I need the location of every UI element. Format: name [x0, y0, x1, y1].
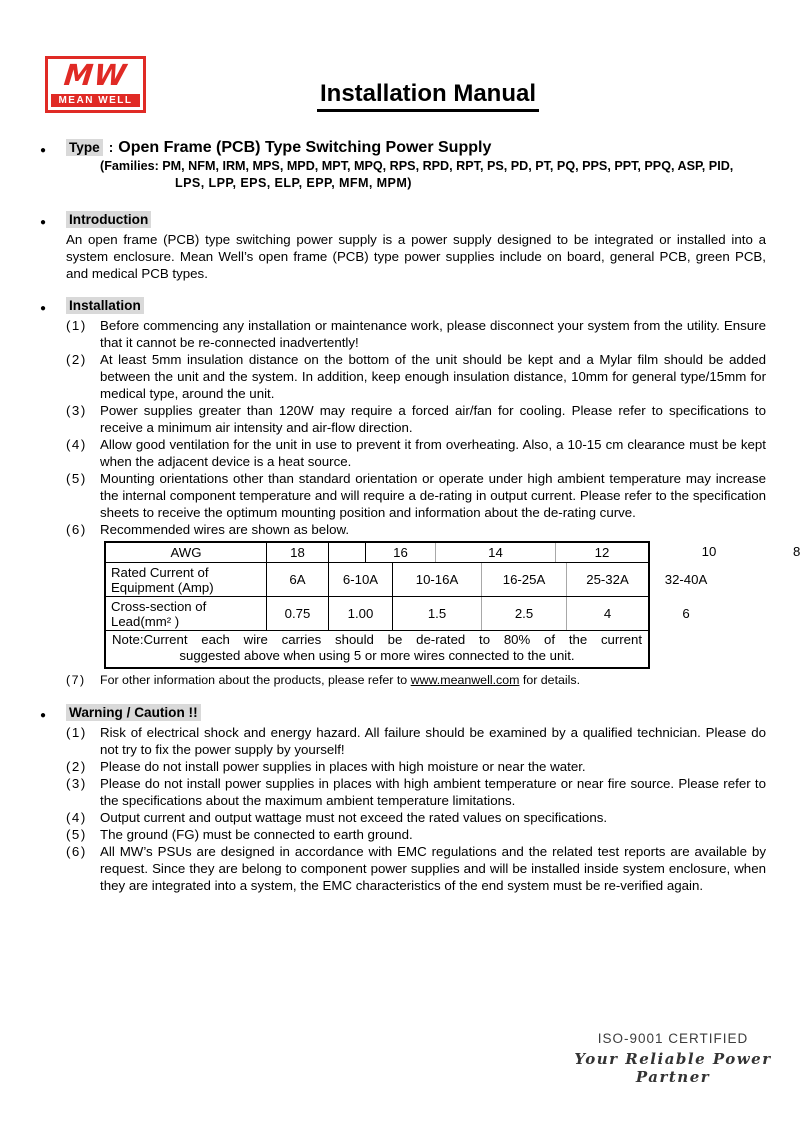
cross-section-cell: 0.75 — [267, 597, 329, 630]
warning-item-2 — [40, 758, 766, 775]
item-number: (3) — [66, 776, 87, 791]
warning-heading-label: Warning / Caution !! — [66, 704, 201, 721]
bullet-icon: ● — [40, 303, 47, 314]
rated-current-cell: 25-32A — [586, 572, 629, 587]
wire-table-border-box — [104, 541, 650, 669]
families-line-1: (Families: PM, NFM, IRM, MPS, MPD, MPT, MPQ, RPS, RPD, RPT, PS, PD, PT, PQ, PPS, PPT, PPQ, ASP, PID, — [100, 159, 734, 173]
cross-section-cell: 2.5 — [482, 597, 567, 630]
item-text: The ground (FG) must be connected to earth ground. — [100, 827, 413, 842]
rated-current-cell: 10-16A — [393, 563, 482, 596]
item-number: (2) — [66, 352, 87, 367]
warning-heading — [40, 704, 766, 721]
installation-heading — [40, 297, 766, 314]
installation-item-2 — [40, 351, 766, 402]
installation-item-6 — [40, 521, 766, 538]
type-section-heading — [40, 139, 766, 156]
introduction-heading — [40, 211, 766, 228]
table-row — [106, 543, 648, 563]
type-title: Open Frame (PCB) Type Switching Power Supply — [118, 139, 492, 156]
item-text: Recommended wires are shown as below. — [100, 522, 350, 537]
meanwell-website-link[interactable]: www.meanwell.com — [410, 673, 520, 687]
type-colon: : — [108, 140, 114, 155]
bullet-icon: ● — [40, 710, 47, 721]
bullet-icon: ● — [40, 145, 47, 156]
item-number: (6) — [66, 844, 87, 859]
item-text: At least 5mm insulation distance on the bottom of the unit should be kept and a Mylar film should be added between the unit and the system. In addition, keep enough insulation distance, 10mm for general type/15mm for medical type, around the unit. — [100, 352, 766, 401]
awg-size-cell: 18 — [267, 543, 329, 562]
table-note-line-2: suggested above when using 5 or more wires connected to the unit. — [179, 648, 575, 663]
item-number: (4) — [66, 437, 87, 452]
awg-size-cell: 14 — [436, 543, 556, 562]
item-text: Risk of electrical shock and energy hazard. All failure should be examined by a qualified technician. Please do not try to fix the power supply by yourself! — [100, 725, 766, 757]
awg-size-cell-outside: 10 — [701, 544, 717, 559]
warning-item-6 — [40, 843, 766, 894]
item-number: (2) — [66, 759, 87, 774]
awg-header-cell: AWG — [106, 543, 267, 562]
item-number: (5) — [66, 827, 87, 842]
item-text-suffix: for details. — [519, 673, 581, 687]
item-number: (1) — [66, 318, 87, 333]
table-note — [106, 631, 648, 667]
title-row — [0, 80, 802, 112]
cross-section-cell: 1.5 — [393, 597, 482, 630]
installation-item-4 — [40, 436, 766, 470]
installation-item-3 — [40, 402, 766, 436]
rated-current-cell-outside: 32-40A — [664, 571, 708, 587]
introduction-paragraph: An open frame (PCB) type switching power supply is a power supply designed to be integrated or installed into a system enclosure. Mean Well’s open frame (PCB) type power supplies include on board, general PCB, green PCB, and medical PCB types. — [66, 232, 766, 281]
awg-blank-cell — [329, 543, 366, 562]
item-text: Please do not install power supplies in places with high ambient temperature or near fire source. Please refer to the specifications about the maximum ambient temperature limitations. — [100, 776, 766, 808]
item-text: Allow good ventilation for the unit in use to prevent it from overheating. Also, a 10-15 cm clearance must be kept when the adjacent device is a heat source. — [100, 437, 766, 469]
table-row — [106, 563, 648, 597]
item-number: (7) — [66, 673, 86, 687]
installation-item-7 — [40, 672, 766, 689]
warning-item-3 — [40, 775, 766, 809]
type-label: Type — [66, 139, 103, 156]
item-text: Before commencing any installation or maintenance work, please disconnect your system from the utility. Ensure that it cannot be re-connected inadvertently! — [100, 318, 766, 350]
logo-brand-text: MEAN WELL — [51, 94, 140, 107]
rated-current-label: Rated Current of Equipment (Amp) — [106, 563, 267, 596]
installation-item-1 — [40, 317, 766, 351]
families-line-2: LPS, LPP, EPS, ELP, EPP, MFM, MPM) — [175, 176, 412, 190]
awg-size-cell: 12 — [594, 545, 610, 560]
rated-current-cell: 6-10A — [329, 563, 393, 596]
cross-section-cell-outside: 6 — [682, 605, 690, 621]
installation-item-5 — [40, 470, 766, 521]
item-text: All MW’s PSUs are designed in accordance with EMC regulations and the related test reports are available by request. Since they are belong to component power supplies and will be installed inside system enclosure, when they are integrated into a system, the EMC characteristics of the end system must be re-verified again. — [100, 844, 766, 893]
cross-section-cell: 1.00 — [329, 597, 393, 630]
warning-item-5 — [40, 826, 766, 843]
item-text: Please do not install power supplies in places with high moisture or near the water. — [100, 759, 586, 774]
item-number: (3) — [66, 403, 87, 418]
footer — [553, 1031, 793, 1086]
page-title: Installation Manual — [317, 80, 539, 112]
item-text: Output current and output wattage must not exceed the rated values on specifications. — [100, 810, 608, 825]
logo-mw-monogram: MW — [62, 58, 129, 92]
item-text: Mounting orientations other than standard orientation or operate under high ambient temperature may increase the internal component temperature and will require a de-rating in output current. Please refer to the specification sheets to receive the optimum mounting position and information about the de-rating curve. — [100, 471, 766, 520]
introduction-heading-label: Introduction — [66, 211, 151, 228]
table-row — [106, 597, 648, 631]
cross-section-cell: 4 — [603, 606, 612, 621]
rated-current-cell: 16-25A — [482, 563, 567, 596]
item-text-prefix: For other information about the products, please refer to — [100, 673, 411, 687]
table-note-line-1: Note:Current each wire carries should be de-rated to 80% of the current — [112, 632, 642, 647]
item-text: Power supplies greater than 120W may require a forced air/fan for cooling. Please refer to specifications to receive a minimum air intensity and air-flow direction. — [100, 403, 766, 435]
awg-size-cell-outside: 8 — [793, 544, 801, 559]
item-number: (1) — [66, 725, 87, 740]
slogan-text: Your Reliable Power Partner — [574, 1050, 772, 1086]
item-number: (6) — [66, 522, 87, 537]
document-body — [40, 139, 801, 894]
rated-current-cell: 6A — [267, 563, 329, 596]
bullet-icon: ● — [40, 217, 47, 228]
wire-table — [104, 541, 801, 669]
iso-certified-text: ISO-9001 CERTIFIED — [597, 1031, 749, 1046]
warning-item-1 — [40, 724, 766, 758]
warning-item-4 — [40, 809, 766, 826]
cross-section-label: Cross-section of Lead(mm² ) — [106, 597, 267, 630]
installation-heading-label: Installation — [66, 297, 144, 314]
item-number: (5) — [66, 471, 87, 486]
item-number: (4) — [66, 810, 87, 825]
awg-size-cell: 16 — [366, 543, 436, 562]
